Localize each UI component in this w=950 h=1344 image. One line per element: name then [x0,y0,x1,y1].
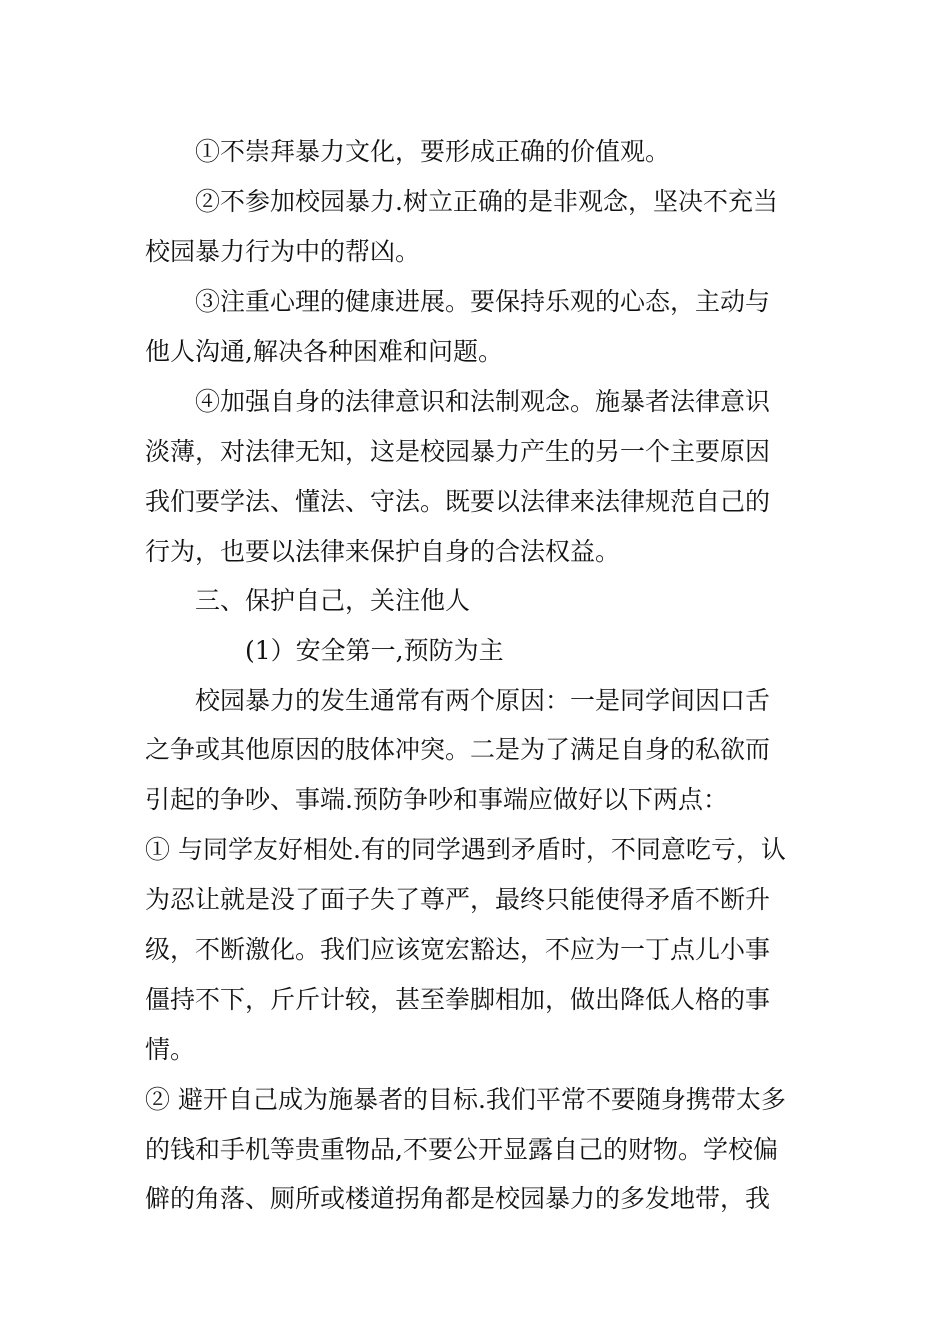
text-line: 情。 [145,1035,196,1064]
text-line: 校园暴力的发生通常有两个原因：一是同学间因口舌 [145,686,771,715]
text-line: 为忍让就是没了面子失了尊严，最终只能使得矛盾不断升 [145,885,771,914]
text-line: 他人沟通,解决各种困难和问题。 [145,337,503,366]
text-line: 级，不断激化。我们应该宽宏豁达，不应为一丁点儿小事 [145,935,771,964]
text-line: ② 避开自己成为施暴者的目标.我们平常不要随身携带太多 [145,1085,786,1114]
text-line: 之争或其他原因的肢体冲突。二是为了满足自身的私欲而 [145,735,771,764]
text-line: ①不崇拜暴力文化，要形成正确的价值观。 [145,137,671,166]
text-line: ④加强自身的法律意识和法制观念。施暴者法律意识 [145,387,771,416]
text-line: ③注重心理的健康进展。要保持乐观的心态，主动与 [145,287,771,316]
text-line: 我们要学法、懂法、守法。既要以法律来法律规范自己的 [145,487,771,516]
text-line: 淡薄，对法律无知，这是校园暴力产生的另一个主要原因 [145,437,771,466]
text-line: 行为，也要以法律来保护自身的合法权益。 [145,537,621,566]
text-line: 引起的争吵、事端.预防争吵和事端应做好以下两点： [145,785,728,814]
subsection-heading: (1）安全第一,预防为主 [145,636,504,665]
text-line: 的钱和手机等贵重物品,不要公开显露自己的财物。学校偏 [145,1135,778,1164]
text-line [145,1229,815,1269]
text-line: 僻的角落、厕所或楼道拐角都是校园暴力的多发地带，我 [145,1184,771,1213]
text-line: ① 与同学友好相处.有的同学遇到矛盾时，不同意吃亏，认 [145,835,786,864]
section-heading: 三、保护自己，关注他人 [145,586,471,615]
text-line: 僵持不下，斤斤计较，甚至拳脚相加，做出降低人格的事 [145,985,771,1014]
text-line: 校园暴力行为中的帮凶。 [145,237,421,266]
text-line: ②不参加校园暴力.树立正确的是非观念，坚决不充当 [145,187,778,216]
